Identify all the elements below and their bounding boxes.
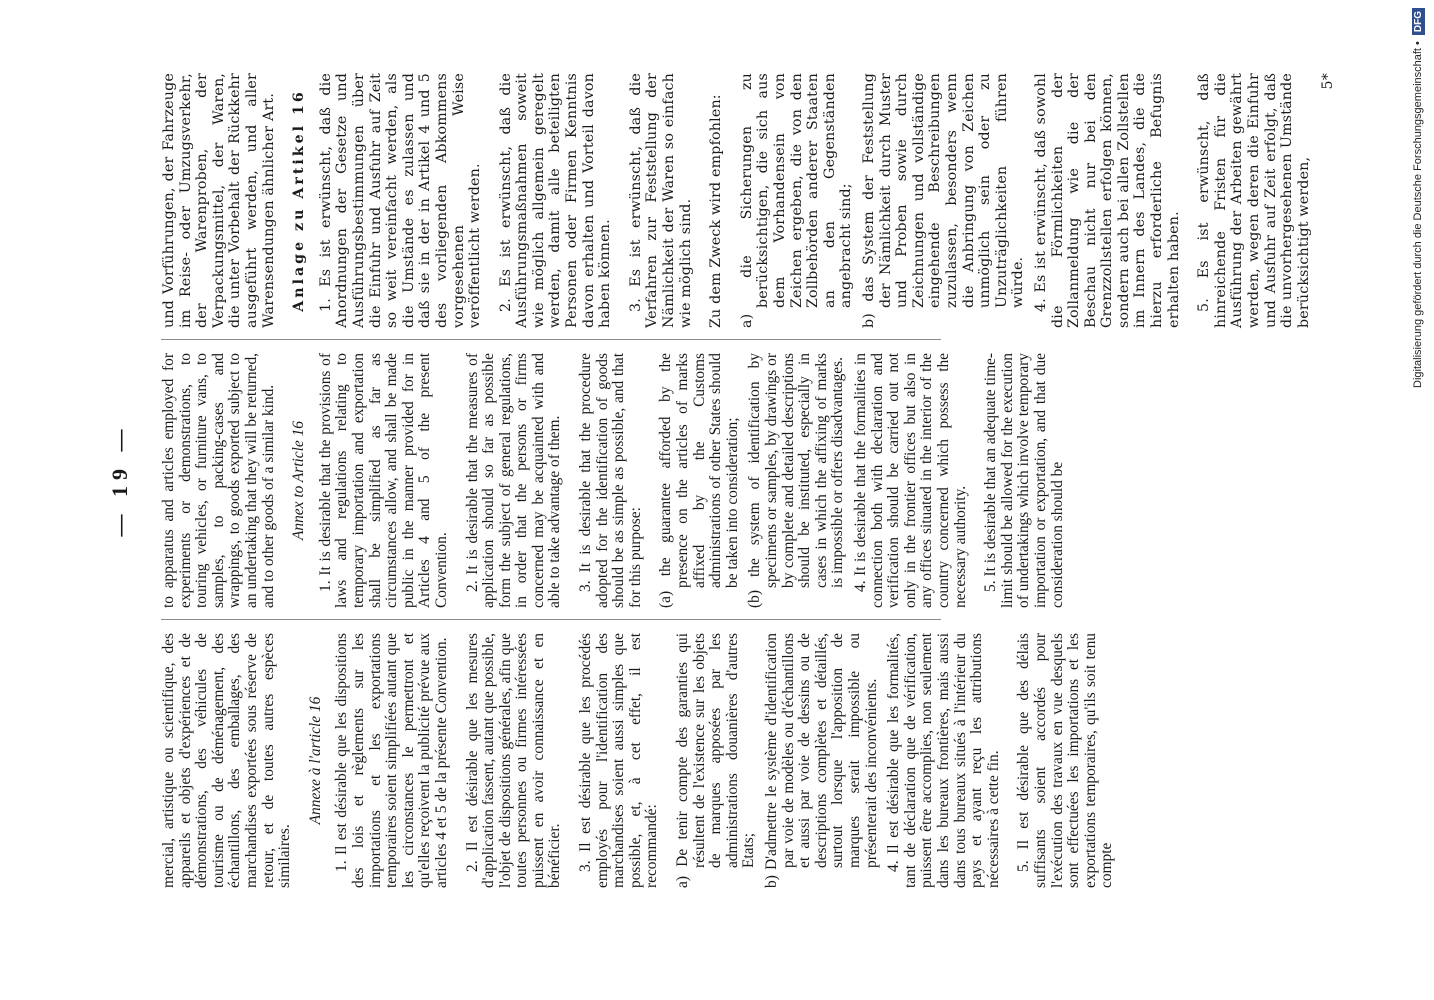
german-column bbox=[161, 73, 1351, 328]
english-paragraph-2: 2. It is desirable that the measures of application should so far as possible form the subject of general regulations, in order that the persons or firms concerned may be acquainted with and able to take advantage of them. bbox=[463, 353, 564, 608]
french-annex-heading: Annexe à l'article 16 bbox=[306, 696, 324, 825]
french-paragraph-3: 3. Il est désirable que les procédés employés pour l'identification des marchandises soient aussi simples que possible, et, à cet effet, il est recommandé: bbox=[577, 633, 661, 888]
english-annex-heading: Annex to Article 16 bbox=[290, 421, 308, 540]
german-annex-heading: Anlage zu Artikel 16 bbox=[291, 89, 308, 312]
german-item-b: b) das System der Feststellung der Nämlichkeit durch Muster und Proben sowie durch Zeichnungen und vollständige eingehende Beschreibungen zuzulassen, besonders wenn die Anbringung von Zeichen unmöglich sein oder zu Unzuträglichkeiten führen würde. bbox=[860, 73, 1027, 328]
english-item-a: (a) the guarantee afforded by the presence on the articles of marks affixed by the Customs administrations of other States should be taken into consideration; bbox=[657, 353, 741, 608]
digitization-note bbox=[1411, 8, 1425, 988]
french-paragraph-2: 2. Il est désirable que les mesures d'application fassent, autant que possible, l'objet de dispositions générales, afin que toutes personnes ou firmes intéressées puissent en avoir connaissance et en bénéficier. bbox=[463, 633, 564, 888]
english-paragraph-5: 5. It is desirable that an adequate time-limit should be allowed for the execution of undertakings which involve temporary importation or exportation, and that due consideration should be bbox=[982, 353, 1066, 608]
french-paragraph-4: 4. Il est désirable que les formalités, tant de déclaration que de vérification, puissent être accomplies, non seulement dans les bureaux frontières, mais aussi dans tous bureaux situés à l'intérieur du pays et ayant reçu les attributions nécessaires à cette fin. bbox=[885, 633, 1002, 888]
dfg-logo: DFG bbox=[1412, 8, 1425, 35]
french-item-a: a) De tenir compte des garanties qui résultent de l'existence sur les objets de marques apposées par les administrations douanières d'autres Etats; bbox=[674, 633, 758, 888]
german-paragraph-1: 1. Es ist erwünscht, daß die Anordnungen der Gesetze und Ausführungsbestimmungen über die Einfuhr und Ausfuhr auf Zeit so weit vereinfacht werden, als die Umstände es zulassen und daß sie in der in Artikel 4 und 5 des vorliegenden Abkommens vorgesehenen Weise veröffentlicht werden. bbox=[317, 73, 484, 328]
footer-mark: 5* bbox=[1320, 73, 1337, 90]
french-item-b: b) D'admettre le système d'identification par voie de modèles ou d'échantillons et aussi par voie de dessins ou de descriptions complètes et détaillés, surtout lorsque l'apposition de marques serait impossible ou présenterait des inconvénients. bbox=[763, 633, 880, 888]
german-paragraph-4: 4. Es ist erwünscht, daß sowohl die Förmlichkeiten der Zollanmeldung wie die der Beschau nicht nur bei den Grenzzollstellen erfolgen können, sondern auch bei allen Zollstellen im Innern des Landes, die die hierzu erforderliche Befugnis erhalten haben. bbox=[1032, 73, 1182, 328]
german-paragraph-5: 5. Es ist erwünscht, daß hinreichende Fristen für die Ausführung der Arbeiten gewährt werden, wegen deren die Einfuhr und Ausfuhr auf Zeit erfolgt, daß die unvorhergesehenen Umstände berücksichtigt werden, bbox=[1196, 73, 1312, 328]
page-number: — 19 — bbox=[107, 423, 132, 537]
german-paragraph-3: 3. Es ist erwünscht, daß die Verfahren zur Feststellung der Nämlichkeit der Waren so einfach wie möglich sind. bbox=[627, 73, 694, 328]
french-paragraph-5: 5. Il est désirable que des délais suffisants soient accordés pour l'exécution des travaux en vue desquels sont effectuées les importations et les exportations temporaires, qu'ils soit tenu compte bbox=[1015, 633, 1116, 888]
english-paragraph-3: 3. It is desirable that the procedure adopted for the identification of goods should be as simple as possible, and that for this purpose: bbox=[577, 353, 644, 608]
english-paragraph-4: 4. It is desirable that the formalities in connection both with declaration and verification should be carried out not only in the frontier offices but also in any offices situated in the interior of the country concerned which possess the necessary authority. bbox=[851, 353, 969, 608]
german-paragraph-2: 2. Es ist erwünscht, daß die Ausführungsmaßnahmen soweit wie möglich allgemein geregelt werden, damit alle beteiligten Personen oder Firmen Kenntnis davon erhalten und Vorteil davon haben können. bbox=[497, 73, 614, 328]
english-column bbox=[161, 353, 1080, 608]
english-lead-paragraph: to apparatus and articles employed for experiments or demonstrations, to touring vehicles, or furniture vans, to samples, to packing-cases and wrappings, to goods exported subject to an undertaking that they will be returned, and to other goods of a similar kind. bbox=[160, 353, 277, 608]
french-paragraph-1: 1. Il est désirable que les dispositions des lois et règlements sur les importations et les exportations temporaires soient simplifiées autant que les circonstances le permettront et qu'elles reçoivent la publicité prévue aux articles 4 et 5 de la présente Convention. bbox=[333, 633, 450, 888]
french-lead-paragraph: mercial, artistique ou scientifique, des appareils et objets d'expériences et de démonstrations, des véhicules de tourisme ou de déménagement, des échantillons, des emballages, des marchandises exportées sous réserve de retour, et de toutes autres espèces similaires. bbox=[160, 633, 294, 888]
column-divider bbox=[161, 339, 941, 340]
digitization-text: Digitalisierung gefördert durch die Deutsche Forschungsgemeinschaft • bbox=[1412, 41, 1424, 388]
german-lead-paragraph: und Vorführungen, der Fahrzeuge im Reise- oder Umzugsverkehr, der Warenproben, der Verpackungsmittel, der Waren, die unter Vorbehalt der Rückkehr ausgeführt werden, und aller Warensendungen ähnlicher Art. bbox=[161, 73, 277, 328]
column-divider bbox=[161, 619, 941, 620]
rotated-page bbox=[107, 72, 1337, 888]
english-paragraph-1: 1. It is desirable that the provisions of laws and regulations relating to temporary importation and exportation shall be simplified as far as circumstances allow, and shall be made public in the manner provided for in Articles 4 and 5 of the present Convention. bbox=[316, 353, 450, 608]
english-item-b: (b) the system of identification by specimens or samples, by drawings or by complete and detailed descriptions should be instituted, especially in cases in which the affixing of marks is impossible or offers disadvantages. bbox=[746, 353, 847, 608]
german-item-a: a) die Sicherungen zu berücksichtigen, die sich aus dem Vorhandensein von Zeichen ergeben, die von den Zollbehörden anderer Staaten an den Gegenständen angebracht sind; bbox=[738, 73, 855, 328]
french-column bbox=[161, 633, 1130, 888]
german-paragraph-3-intro: Zu dem Zweck wird empfohlen: bbox=[708, 94, 725, 328]
